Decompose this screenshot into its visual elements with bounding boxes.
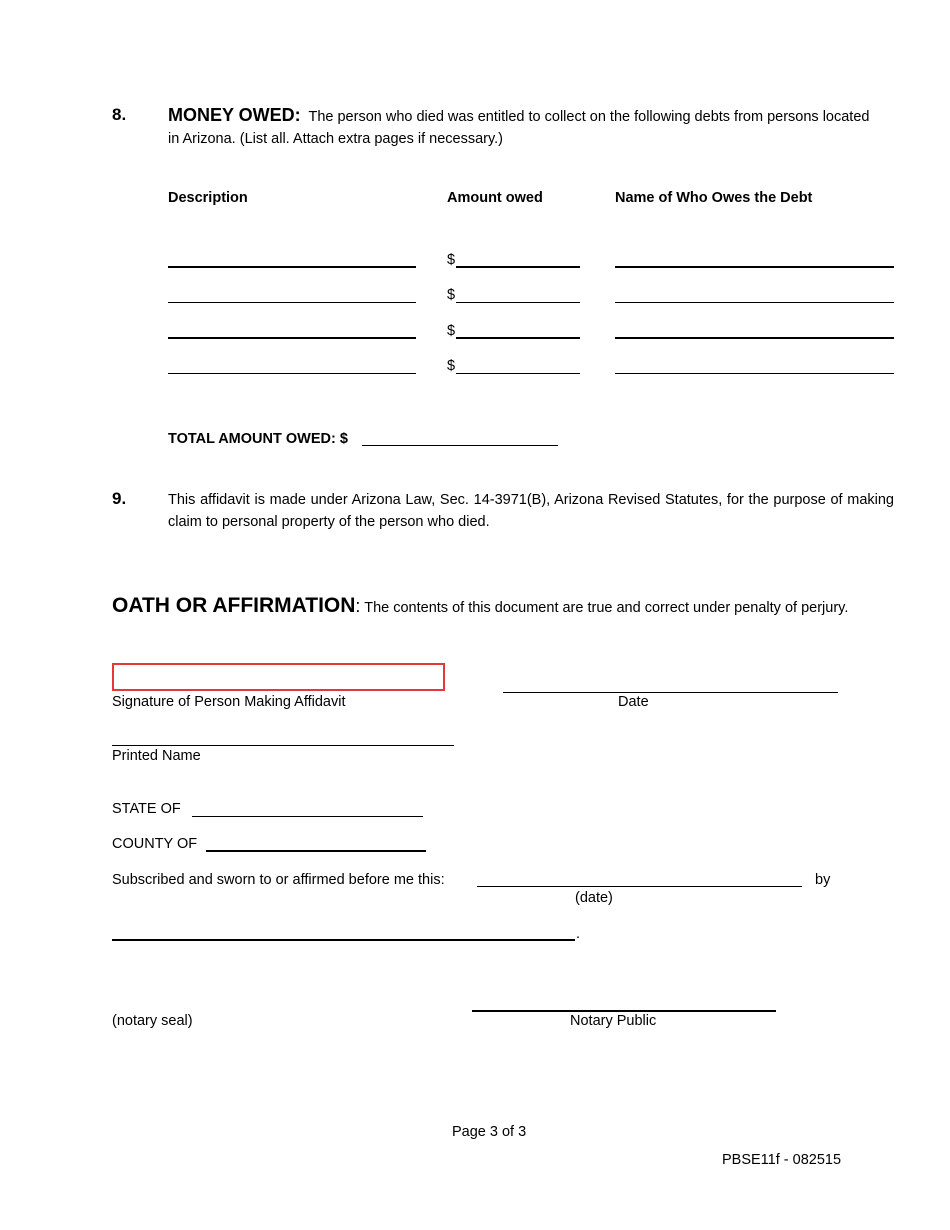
section-9-text: This affidavit is made under Arizona Law, Sec. 14-3971(B), Arizona Revised Statutes, for the purpose of making claim to personal property of the person who died.	[168, 492, 894, 530]
section-8-number: 8.	[112, 105, 127, 124]
col-header-amount: Amount owed	[447, 190, 543, 206]
dollar-sign: $	[447, 287, 456, 303]
description-field[interactable]	[168, 266, 416, 268]
notary-public-label: Notary Public	[570, 1013, 657, 1029]
printed-name-field[interactable]	[112, 745, 454, 746]
state-field[interactable]	[192, 816, 423, 817]
money-owed-text-line1: The person who died was entitled to collect on the following debts from persons located	[308, 109, 870, 125]
description-field[interactable]	[168, 373, 416, 374]
money-owed-heading: MONEY OWED:	[168, 105, 301, 125]
oath-section	[112, 594, 848, 618]
total-amount-field[interactable]	[362, 445, 558, 446]
notary-signature-field[interactable]	[472, 1010, 776, 1012]
total-amount-label: TOTAL AMOUNT OWED: $	[168, 431, 348, 447]
col-header-description: Description	[168, 190, 248, 206]
date-paren-label: (date)	[575, 890, 613, 906]
date-label: Date	[618, 694, 649, 710]
subscribed-date-field[interactable]	[477, 886, 802, 887]
page-number: Page 3 of 3	[452, 1124, 527, 1140]
amount-field[interactable]	[456, 373, 580, 374]
dollar-sign: $	[447, 252, 456, 268]
period-mark: .	[576, 926, 581, 942]
subscribed-label: Subscribed and sworn to or affirmed before me this:	[112, 872, 445, 888]
debtor-name-field[interactable]	[615, 302, 894, 303]
signature-label: Signature of Person Making Affidavit	[112, 694, 346, 710]
by-label: by	[815, 872, 831, 888]
money-owed-text-line2: in Arizona. (List all. Attach extra pages if necessary.)	[168, 131, 504, 147]
section-8-text	[168, 104, 898, 150]
dollar-sign: $	[447, 323, 456, 339]
notary-seal-label: (notary seal)	[112, 1013, 193, 1029]
form-code: PBSE11f - 082515	[722, 1152, 842, 1168]
affiant-name-field[interactable]	[112, 939, 575, 941]
amount-field[interactable]	[456, 266, 580, 268]
col-header-name: Name of Who Owes the Debt	[615, 190, 813, 206]
date-field[interactable]	[503, 692, 838, 693]
debtor-name-field[interactable]	[615, 337, 894, 339]
amount-field[interactable]	[456, 302, 580, 303]
description-field[interactable]	[168, 337, 416, 339]
oath-colon: :	[355, 596, 361, 616]
oath-heading: OATH OR AFFIRMATION	[112, 594, 356, 617]
state-label: STATE OF	[112, 801, 181, 817]
description-field[interactable]	[168, 302, 416, 303]
printed-name-label: Printed Name	[112, 748, 201, 764]
signature-field[interactable]	[112, 663, 445, 691]
oath-text: The contents of this document are true and correct under penalty of perjury.	[364, 600, 849, 616]
section-9-number: 9.	[112, 489, 127, 508]
debtor-name-field[interactable]	[615, 373, 894, 374]
amount-field[interactable]	[456, 337, 580, 339]
county-label: COUNTY OF	[112, 836, 198, 852]
dollar-sign: $	[447, 358, 456, 374]
debtor-name-field[interactable]	[615, 266, 894, 268]
county-field[interactable]	[206, 850, 426, 852]
